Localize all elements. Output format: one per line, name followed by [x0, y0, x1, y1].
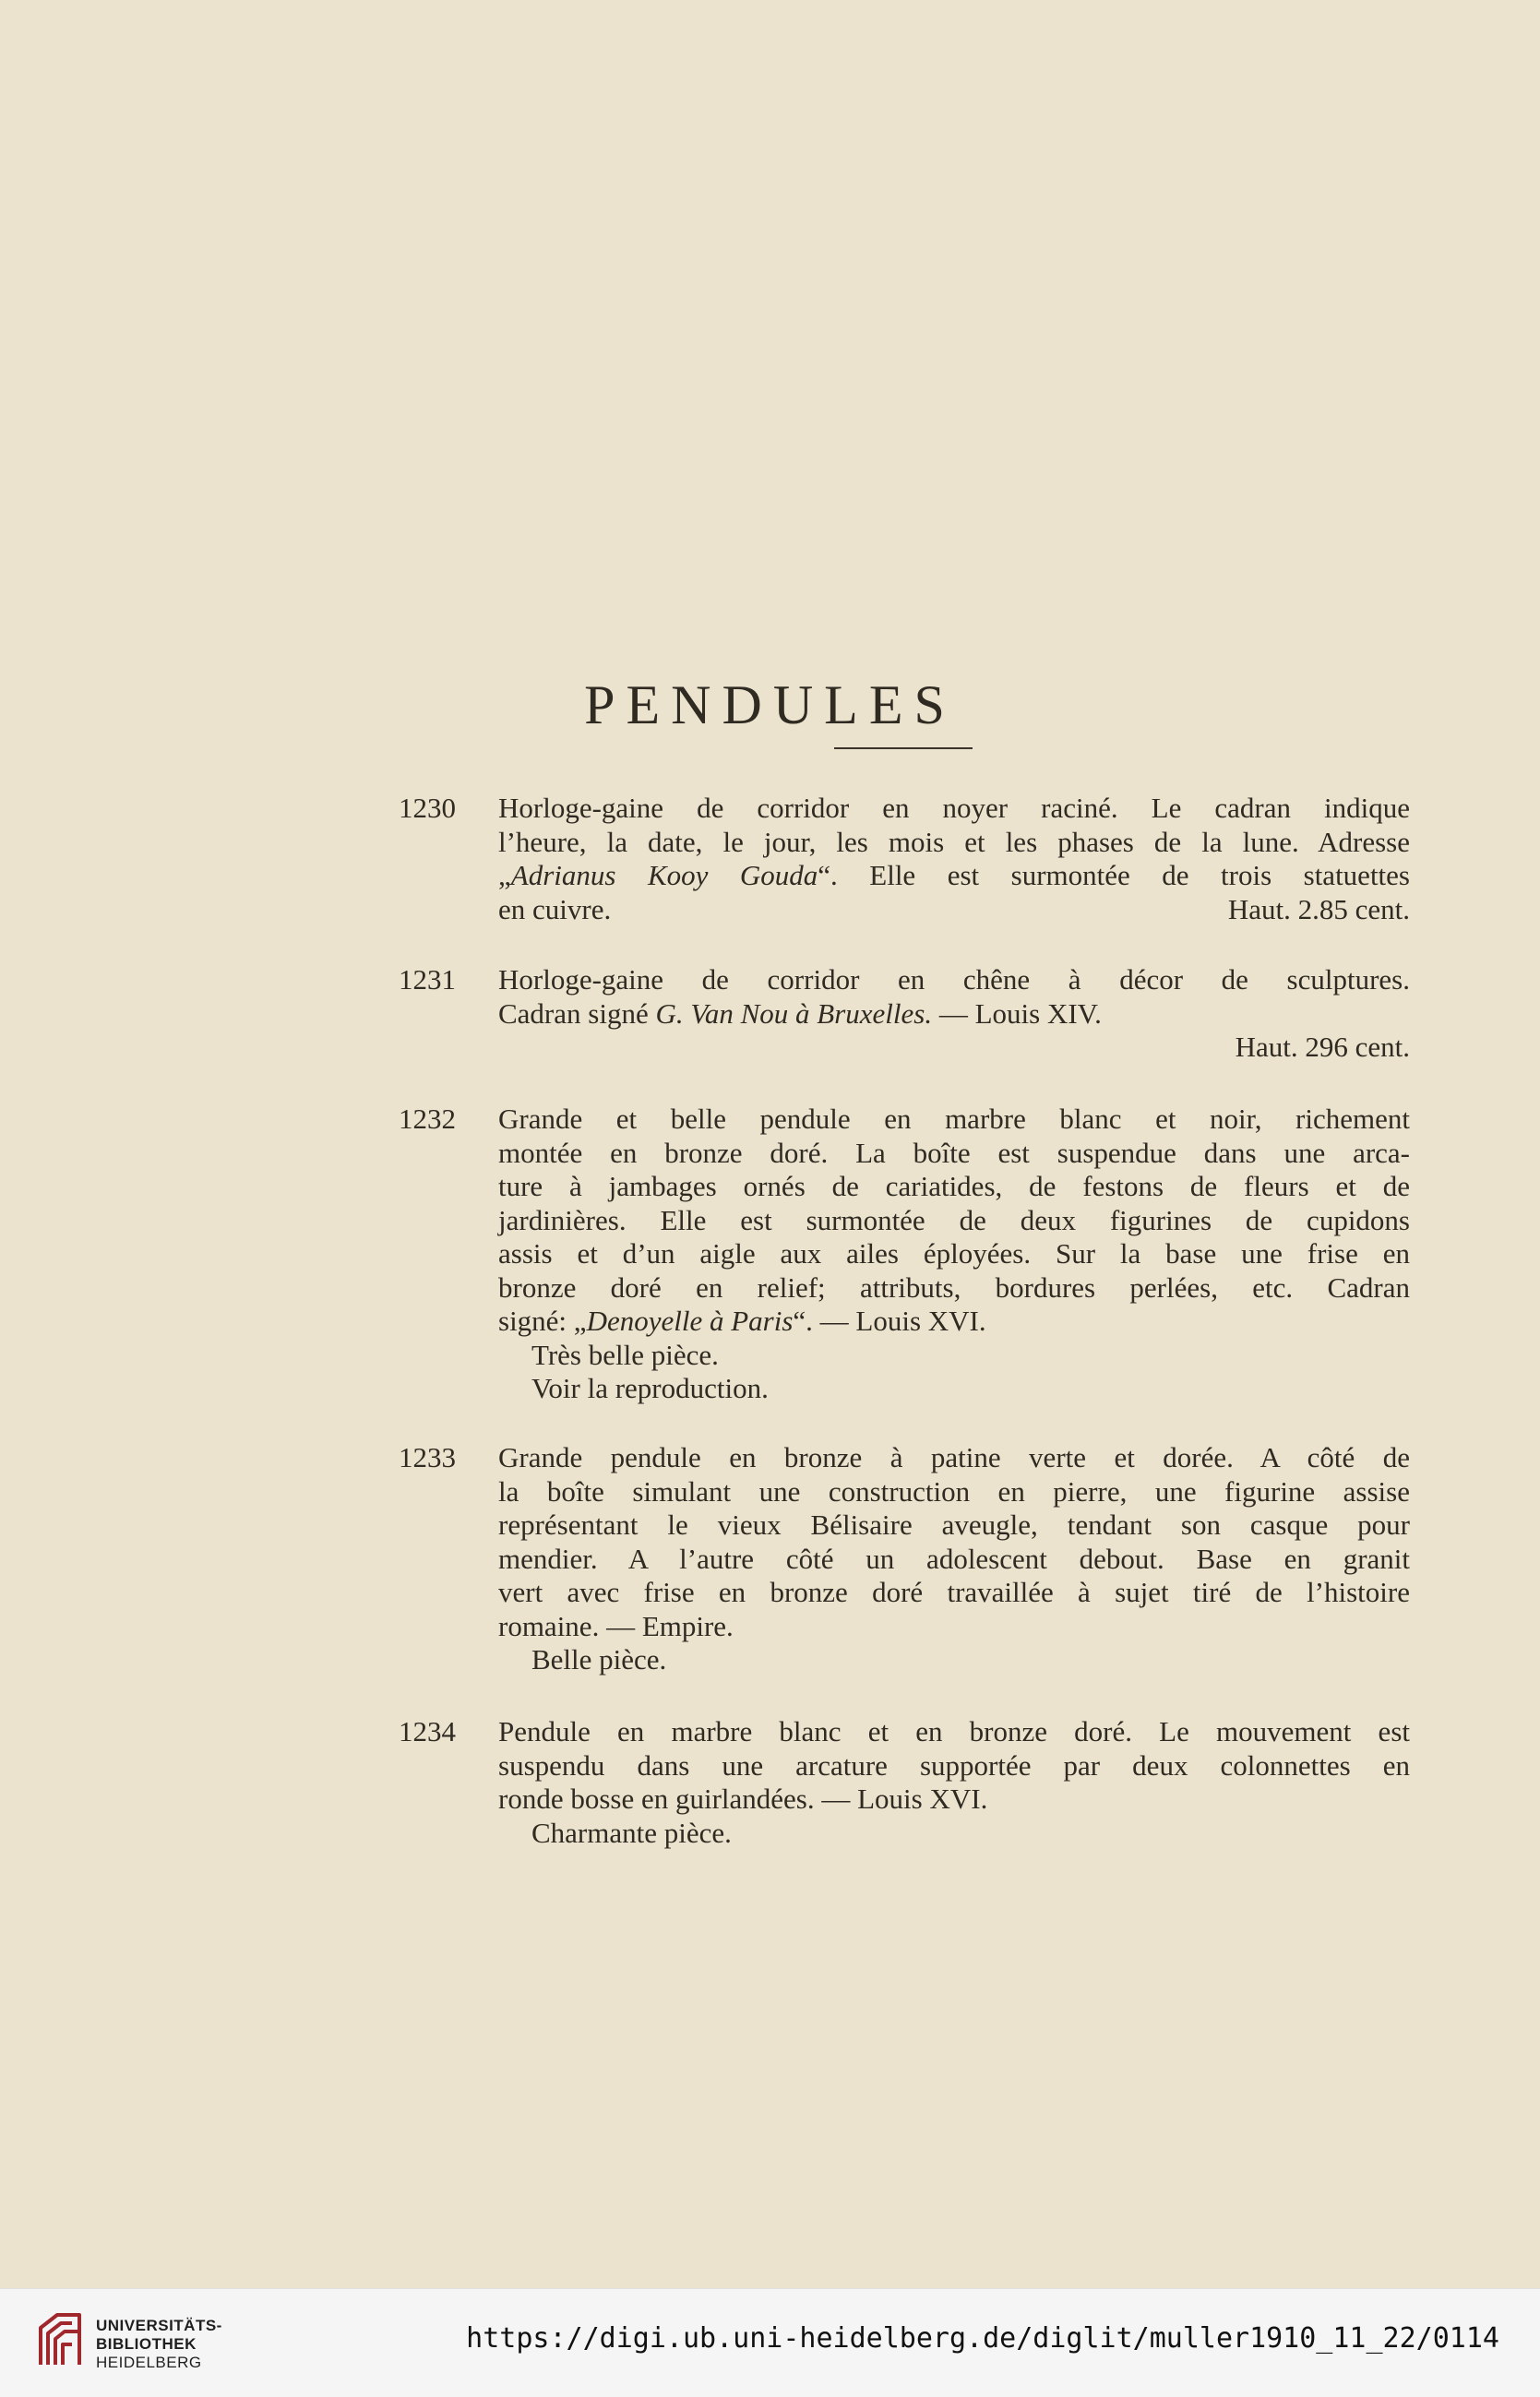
- text-line: Pendule en marbre blanc et en bronze doré. Le mouvement est: [498, 1715, 1410, 1747]
- text-line: montée en bronze doré. La boîte est suspendue dans une arca-: [498, 1136, 1410, 1169]
- text-fragment: “. Elle est surmontée de trois statuettes: [818, 859, 1410, 891]
- library-name-line: HEIDELBERG: [96, 2354, 202, 2371]
- university-library-logo-icon[interactable]: [33, 2308, 89, 2372]
- text-line: jardinières. Elle est surmontée de deux figurines de cupidons: [498, 1203, 1410, 1236]
- library-name-line: BIBLIOTHEK: [96, 2335, 197, 2353]
- library-name[interactable]: [96, 2317, 222, 2372]
- text-fragment: en cuivre.: [498, 892, 612, 925]
- text-line: [498, 1305, 1410, 1339]
- entry-text: [498, 963, 1410, 1065]
- library-name-line: UNIVERSITÄTS-: [96, 2317, 222, 2334]
- text-fragment: — Louis XIV.: [932, 996, 1102, 1030]
- note: Voir la reproduction.: [531, 1372, 769, 1404]
- entry-number: 1230: [399, 792, 456, 824]
- text-line: suspendu dans une arcature supportée par deux colonnettes en: [498, 1748, 1410, 1782]
- quote-open: „: [498, 859, 511, 891]
- entry-text: [498, 1441, 1410, 1677]
- entry-text: [498, 1103, 1410, 1406]
- text-fragment: Cadran signé: [498, 996, 656, 1030]
- text-line: bronze doré en relief; attributs, bordures perlées, etc. Cadran: [498, 1270, 1410, 1304]
- text-line: l’heure, la date, le jour, les mois et les phases de la lune. Adresse: [498, 825, 1410, 858]
- text-fragment: signé: „: [498, 1305, 587, 1337]
- text-line: vert avec frise en bronze doré travaillée à sujet tiré de l’histoire: [498, 1576, 1410, 1608]
- text-line: la boîte simulant une construction en pierre, une figurine assise: [498, 1474, 1410, 1508]
- viewer-footer: [0, 2288, 1540, 2397]
- title-rule: [834, 747, 973, 749]
- permalink-url[interactable]: https://digi.ub.uni-heidelberg.de/diglit/muller1910_11_22/0114: [466, 2322, 1499, 2355]
- maker-name: Denoyelle à Paris: [586, 1305, 794, 1337]
- dimension: Haut. 296 cent.: [1235, 1031, 1410, 1063]
- text-line: ture à jambages ornés de cariatides, de festons de fleurs et de: [498, 1170, 1410, 1202]
- entry-text: [498, 792, 1410, 926]
- text-line: [498, 997, 1410, 1032]
- text-line: romaine. — Empire.: [498, 1609, 734, 1642]
- entry-number: 1233: [399, 1441, 456, 1473]
- dimension: Haut. 2.85 cent.: [1227, 892, 1410, 925]
- note: Charmante pièce.: [531, 1816, 732, 1849]
- note: Belle pièce.: [531, 1643, 667, 1676]
- text-line: ronde bosse en guirlandées. — Louis XVI.: [498, 1783, 988, 1815]
- text-line: [498, 893, 1410, 927]
- text-line: [498, 859, 1410, 893]
- text-line: Grande et belle pendule en marbre blanc et noir, richement: [498, 1103, 1410, 1135]
- bleed-through-texture: [388, 221, 1421, 683]
- entry-number: 1234: [399, 1715, 456, 1747]
- text-line: Grande pendule en bronze à patine verte et dorée. A côté de: [498, 1441, 1410, 1473]
- text-line: assis et d’un aigle aux ailes éployées. Sur la base une frise en: [498, 1237, 1410, 1270]
- entry-text: [498, 1715, 1410, 1850]
- entry-number: 1232: [399, 1103, 456, 1135]
- maker-name: Adrianus Kooy Gouda: [510, 859, 818, 891]
- section-title: PENDULES: [584, 674, 956, 736]
- text-line: Horloge-gaine de corridor en chêne à décor de sculptures.: [498, 963, 1410, 996]
- text-line: mendier. A l’autre côté un adolescent debout. Base en granit: [498, 1542, 1410, 1575]
- text-fragment: “. — Louis XVI.: [793, 1305, 986, 1337]
- note: Très belle pièce.: [531, 1338, 719, 1371]
- text-line: Horloge-gaine de corridor en noyer raciné. Le cadran indique: [498, 792, 1410, 824]
- maker-name: G. Van Nou à Bruxelles.: [655, 996, 933, 1030]
- entry-number: 1231: [399, 963, 456, 996]
- text-line: représentant le vieux Bélisaire aveugle, tendant son casque pour: [498, 1509, 1410, 1541]
